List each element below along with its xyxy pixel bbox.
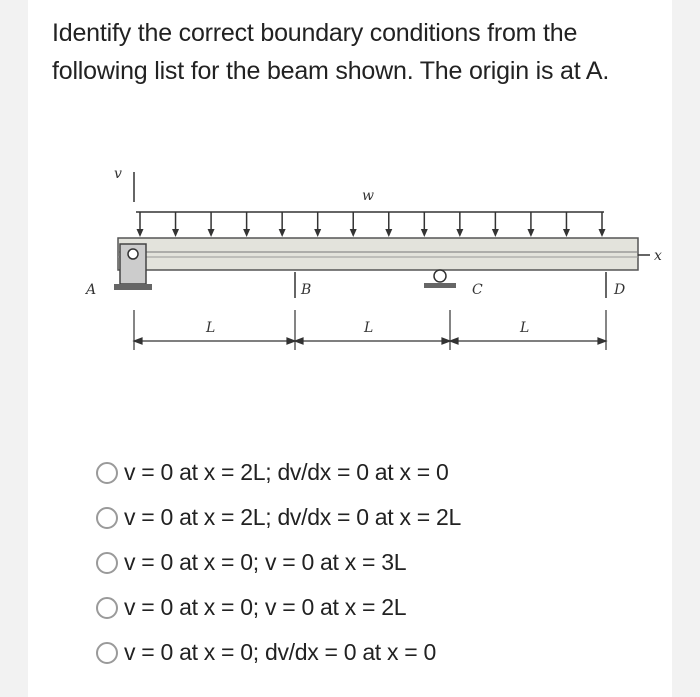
beam bbox=[118, 238, 638, 270]
answer-option-label: v = 0 at x = 0; v = 0 at x = 2L bbox=[124, 594, 407, 620]
radio-button[interactable] bbox=[96, 462, 118, 484]
load-arrow-head bbox=[492, 229, 499, 237]
radio-button[interactable] bbox=[96, 507, 118, 529]
span-label-bc: L bbox=[364, 320, 374, 336]
load-arrow-head bbox=[314, 229, 321, 237]
roller-support-c bbox=[424, 270, 456, 288]
load-arrow-head bbox=[385, 229, 392, 237]
answer-options bbox=[96, 450, 656, 675]
load-arrow-head bbox=[563, 229, 570, 237]
answer-option-1[interactable] bbox=[96, 450, 656, 495]
radio-button[interactable] bbox=[96, 552, 118, 574]
load-arrow-head bbox=[279, 229, 286, 237]
load-arrow-head bbox=[137, 229, 144, 237]
load-arrow-head bbox=[421, 229, 428, 237]
v-axis-label: v bbox=[114, 166, 122, 182]
span-label-ab: L bbox=[206, 320, 216, 336]
point-d-label: D bbox=[614, 282, 626, 298]
load-arrow-head bbox=[172, 229, 179, 237]
answer-option-5[interactable] bbox=[96, 630, 656, 675]
point-c-label: C bbox=[472, 282, 483, 298]
point-a-label: A bbox=[86, 282, 97, 298]
question-text: Identify the correct boundary conditions from the following list for the beam shown. The origin is at A. bbox=[52, 19, 610, 85]
load-arrow-head bbox=[350, 229, 357, 237]
answer-option-label: v = 0 at x = 0; dv/dx = 0 at x = 0 bbox=[124, 639, 436, 665]
load-arrow-head bbox=[208, 229, 215, 237]
answer-option-label: v = 0 at x = 2L; dv/dx = 0 at x = 2L bbox=[124, 504, 461, 530]
question-card bbox=[28, 0, 672, 697]
answer-option-3[interactable] bbox=[96, 540, 656, 585]
beam-diagram bbox=[78, 160, 678, 360]
answer-option-2[interactable] bbox=[96, 495, 656, 540]
load-arrow-head bbox=[456, 229, 463, 237]
load-label: w bbox=[362, 188, 374, 204]
answer-option-label: v = 0 at x = 0; v = 0 at x = 3L bbox=[124, 549, 407, 575]
span-label-cd: L bbox=[520, 320, 530, 336]
radio-button[interactable] bbox=[96, 597, 118, 619]
point-b-label: B bbox=[301, 282, 312, 298]
load-arrow-head bbox=[243, 229, 250, 237]
pin-support-a bbox=[114, 244, 152, 290]
radio-button[interactable] bbox=[96, 642, 118, 664]
load-arrows bbox=[137, 212, 606, 237]
answer-option-label: v = 0 at x = 2L; dv/dx = 0 at x = 0 bbox=[124, 459, 449, 485]
x-axis-label: x bbox=[654, 248, 662, 264]
load-arrow-head bbox=[527, 229, 534, 237]
load-arrow-head bbox=[599, 229, 606, 237]
answer-option-4[interactable] bbox=[96, 585, 656, 630]
